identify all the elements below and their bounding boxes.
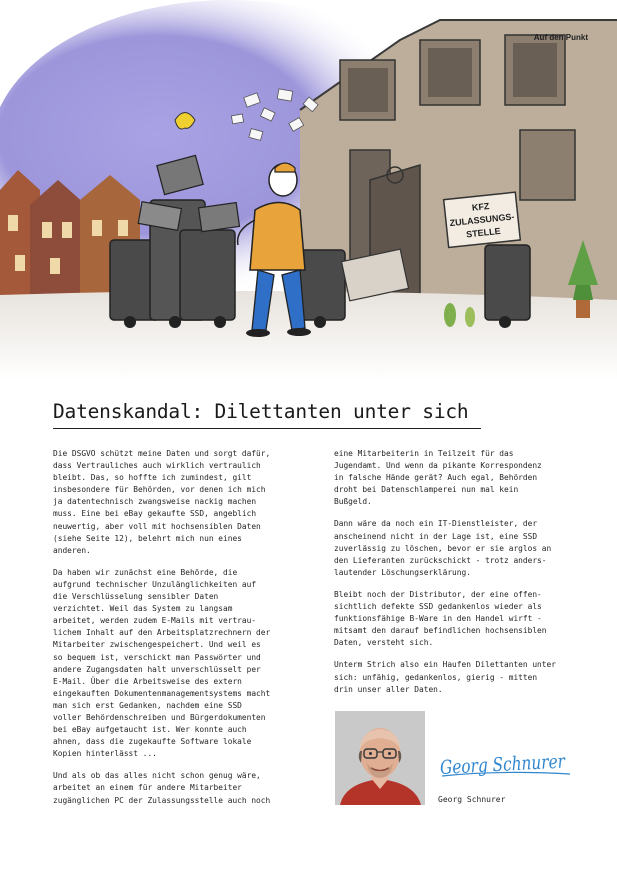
author-portrait <box>335 711 425 805</box>
section-tag: Auf den Punkt <box>533 33 588 42</box>
paragraph: Da haben wir zunächst eine Behörde, die aufgrund technischer Unzulänglichkeiten auf die Verschlüsselung sensibler Daten verzichtet. Weil das System zu langsam arbeitet, werden zudem E-Mails mit vertrau- lichem Inhalt auf den Arbeitsplatzrechnern der Mitarbeiter zwischengespeichert. Und weil es so bequem ist, verschickt man Passwörter und andere Zugangsdaten halt unverschlüsselt per E-Mail. Über die Arbeitsweise des extern eingekauften Dokumentenmanagementsystems macht man sich erst Gedanken, nachdem eine SSD voller Behördenschreiben und Bürgerdokumenten bei eBay aufgetaucht ist. Wer konnte auch ahnen, dass die zugekaufte Software lokale Kopien hinterlässt ... <box>53 567 271 759</box>
paragraph: Dann wäre da noch ein IT-Dienstleister, der anscheinend nicht in der Lage ist, eine SSD zuverlässig zu löschen, bevor er sie arglos an den Lieferanten zurückschickt - trotz anders- lautender Löschungserklärung. <box>334 519 552 577</box>
author-name: Georg Schnurer <box>438 795 506 804</box>
signature-text: Georg Schnurer <box>439 748 596 780</box>
sign-line-1: KFZ <box>471 200 490 213</box>
paragraph: Bleibt noch der Distributor, der eine offen- sichtlich defekte SSD gedankenlos wieder als funktionsfähige B-Ware in den Handel wirft - mitsamt den darauf befindlichen hochsensiblen Daten, versteht sich. <box>334 589 547 648</box>
cartoon-illustration <box>0 0 617 380</box>
paragraph: eine Mitarbeiterin in Teilzeit für das Jugendamt. Und wenn da pikante Korrespondenz in falsche Hände gerät? Auch egal, Behörden droht bei Datenschlamperei nun mal kein Bußgeld. <box>334 449 542 507</box>
article-right-column <box>334 448 574 706</box>
author-signature <box>438 740 596 785</box>
paragraph: Unterm Strich also ein Haufen Dilettanten unter sich: unfähig, gedankenlos, gierig - mitten drin unser aller Daten. <box>334 660 556 694</box>
kfz-sign <box>444 192 521 247</box>
page-title: Datenskandal: Dilettanten unter sich <box>53 400 481 429</box>
paragraph: Und als ob das alles nicht schon genug wäre, arbeitet an einem für andere Mitarbeiter zugänglichen PC der Zulassungsstelle auch noch <box>53 771 271 805</box>
paragraph: Die DSGVO schützt meine Daten und sorgt dafür, dass Vertrauliches auch wirklich vertraulich bleibt. Das, so hoffte ich zumindest, gilt insbesondere für Behörden, vor denen ich mich ja datentechnisch zwangsweise nackig machen muss. Eine bei eBay gekaufte SSD, angeblich neuwertig, aber voll mit hochsensiblen Daten (siehe Seite 12), belehrt mich nun eines anderen. <box>53 449 271 555</box>
article-left-column <box>53 448 313 817</box>
sign-line-2: ZULASSUNGS- <box>449 211 515 229</box>
sign-line-3: STELLE <box>465 225 502 240</box>
